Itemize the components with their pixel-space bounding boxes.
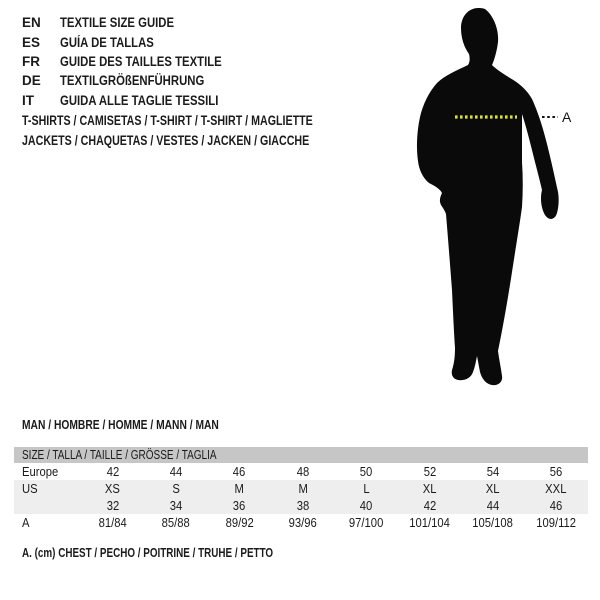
language-list (22, 13, 253, 110)
language-code: IT (22, 92, 34, 108)
size-cell: 32 (106, 498, 119, 513)
language-label: TEXTILGRÖßENFÜHRUNG (60, 73, 205, 89)
language-row-fr (22, 52, 253, 71)
language-label: GUIDE DES TAILLES TEXTILE (60, 53, 222, 69)
size-cell: 40 (359, 498, 373, 513)
size-cell: 105/108 (472, 515, 514, 530)
footnote-chest-measure: A. (cm) CHEST / PECHO / POITRINE / TRUHE / PETTO (22, 546, 274, 560)
language-code: EN (22, 15, 41, 31)
size-cell: 97/100 (348, 515, 384, 530)
size-cell: L (363, 481, 370, 496)
size-cell: S (172, 481, 180, 496)
row-label (14, 499, 81, 513)
size-cell: 89/92 (225, 515, 254, 530)
size-cell: 36 (233, 498, 246, 513)
language-row-es (22, 32, 253, 51)
measure-label-a: A (562, 109, 572, 125)
language-label: GUIDA ALLE TAGLIE TESSILI (60, 92, 219, 108)
size-cell: M (234, 481, 245, 496)
size-table-header (14, 447, 588, 463)
language-code: DE (22, 73, 41, 89)
size-cell: 42 (423, 498, 436, 513)
size-cell: M (298, 481, 308, 496)
table-row-us (14, 480, 588, 497)
row-label: A (22, 515, 30, 530)
size-cell: XL (422, 481, 437, 496)
size-cell: 101/104 (409, 515, 450, 530)
size-cell: XXL (545, 481, 567, 496)
size-cell: 50 (359, 464, 373, 479)
category-line-tshirts: T-SHIRTS / CAMISETAS / T-SHIRT / T-SHIRT / MAGLIETTE (22, 112, 313, 128)
size-cell: 46 (550, 498, 563, 513)
row-label: Europe (22, 464, 59, 479)
size-cell: 52 (423, 464, 436, 479)
size-cell: 44 (486, 498, 500, 513)
size-cell: 93/96 (288, 515, 317, 530)
size-cell: XL (486, 481, 500, 496)
table-row-a-measure (14, 514, 588, 531)
language-label: TEXTILE SIZE GUIDE (60, 15, 175, 31)
size-cell: 44 (169, 464, 183, 479)
size-cell: XS (105, 481, 121, 496)
size-cell: 34 (169, 498, 183, 513)
language-label: GUÍA DE TALLAS (60, 34, 154, 50)
table-row-europe (14, 463, 588, 480)
language-code: ES (22, 34, 41, 50)
category-line-jackets: JACKETS / CHAQUETAS / VESTES / JACKEN / GIACCHE (22, 132, 310, 148)
size-cell: 42 (106, 464, 119, 479)
size-cell: 81/84 (98, 515, 127, 530)
size-cell: 109/112 (536, 515, 577, 530)
size-cell: 56 (550, 464, 563, 479)
man-figure (390, 0, 600, 400)
size-cell: 85/88 (161, 515, 191, 530)
language-row-en (22, 13, 253, 32)
size-table-header-label: SIZE / TALLA / TAILLE / GRÖSSE / TAGLIA (22, 448, 217, 462)
man-silhouette (390, 0, 600, 400)
size-cell: 46 (233, 464, 246, 479)
size-cell: 38 (296, 498, 310, 513)
size-cell: 48 (296, 464, 310, 479)
language-row-de (22, 71, 253, 90)
size-table (14, 447, 588, 531)
table-row-us-numeric (14, 497, 588, 514)
size-cell: 54 (486, 464, 500, 479)
section-title-man: MAN / HOMBRE / HOMME / MANN / MAN (22, 417, 219, 432)
man-silhouette-shape (417, 8, 559, 385)
garment-categories (22, 110, 390, 150)
row-label: US (22, 481, 38, 496)
language-row-it (22, 91, 253, 110)
language-code: FR (22, 53, 40, 69)
